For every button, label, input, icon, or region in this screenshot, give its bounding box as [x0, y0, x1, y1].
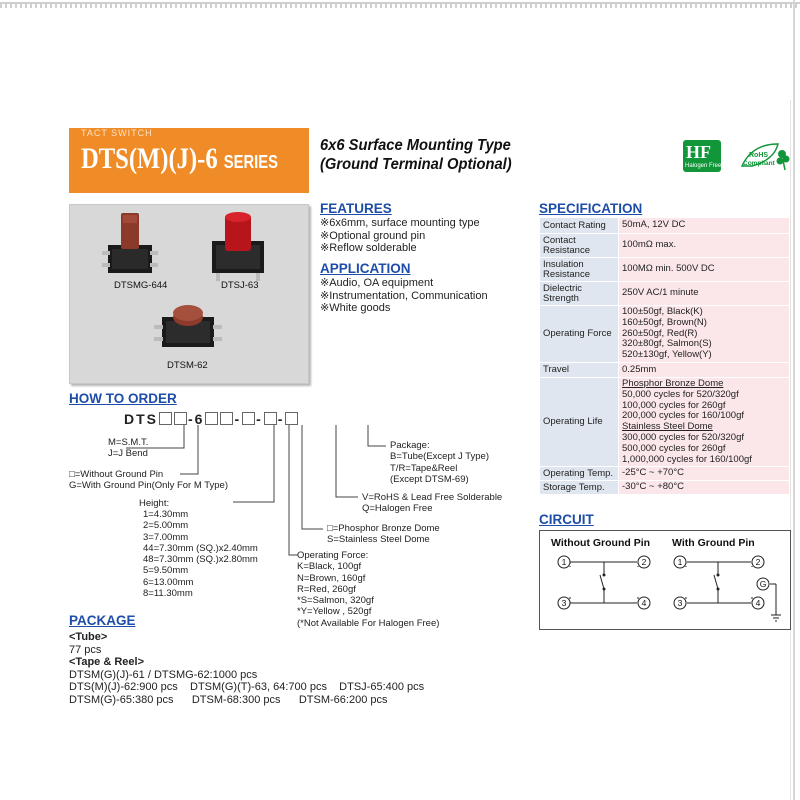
package-reel-line: DTS(M)(J)-62:900 pcs DTSM(G)(T)-63, 64:700 pcs DTSJ-65:400 pcs	[69, 681, 425, 693]
spec-label-line: Contact	[543, 234, 576, 246]
application-item: ※Audio, OA equipment	[320, 277, 434, 289]
circuit-pin-label: 3	[677, 598, 683, 608]
spec-value: 0.25mm	[619, 362, 790, 377]
order-package-options	[390, 440, 489, 485]
circuit-pin-label: 4	[755, 598, 761, 608]
circuit-pin-label: 1	[561, 557, 567, 567]
force-option: *Y=Yellow , 520gf	[297, 606, 372, 618]
force-option: (*Not Available For Halogen Free)	[297, 617, 440, 629]
order-height-title: Height:	[139, 498, 170, 509]
circuit-pin-label: 1	[677, 557, 683, 567]
rohs-text-2: Compliant	[743, 160, 775, 167]
life-group-title: Stainless Steel Dome	[622, 421, 713, 433]
package-reel-title: <Tape & Reel>	[69, 656, 144, 668]
life-line: 100,000 cycles for 260gf	[622, 399, 726, 411]
circuit-pin-label: 2	[641, 557, 647, 567]
specification-heading: SPECIFICATION	[539, 201, 643, 216]
circuit-heading: CIRCUIT	[539, 512, 594, 527]
package-reel-line: DTSM(G)(J)-61 / DTSMG-62:1000 pcs	[69, 668, 258, 681]
height-option: 6=13.00mm	[143, 576, 194, 588]
life-line: 50,000 cycles for 520/320gf	[622, 388, 739, 400]
features-item: ※6x6mm, surface mounting type	[320, 217, 480, 229]
spec-label: Operating Temp.	[540, 467, 619, 481]
order-rohs-options	[362, 492, 502, 515]
circuit-pin-label: 2	[755, 557, 761, 567]
force-option: K=Black, 100gf	[297, 561, 362, 573]
height-option: 5=9.50mm	[143, 565, 189, 577]
ground-option: □=Without Ground Pin	[69, 469, 164, 480]
spec-label: Operating Force	[540, 306, 619, 363]
photo-caption-dtsm-62: DTSM-62	[167, 360, 208, 371]
height-option: 8=11.30mm	[143, 588, 193, 600]
spec-value: -25°C ~ +70°C	[619, 467, 790, 481]
circuit-pin-label: 4	[641, 598, 647, 608]
spec-label-line: Dielectric	[543, 282, 583, 294]
spec-label: Operating Life	[540, 377, 619, 466]
features-item: ※Optional ground pin	[320, 229, 426, 242]
height-option: 3=7.00mm	[143, 531, 189, 543]
spec-label-line: Insulation	[543, 258, 584, 270]
order-dome-options	[327, 523, 440, 546]
order-code-prefix: DTS	[124, 411, 158, 427]
application-heading: APPLICATION	[320, 261, 411, 276]
application-item: ※Instrumentation, Communication	[320, 289, 488, 302]
order-height-options	[143, 509, 258, 599]
life-line: 1,000,000 cycles for 160/100gf	[622, 453, 752, 465]
photo-caption-dtsmg-644: DTSMG-644	[114, 280, 168, 291]
series-name: DTS(M)(J)-6	[81, 142, 218, 175]
application-item: ※White goods	[320, 302, 391, 314]
force-line: 260±50gf, Red(R)	[622, 327, 698, 339]
photo-caption-dtsj-63: DTSJ-63	[221, 280, 259, 291]
spec-value: 100mΩ max.	[619, 234, 790, 258]
subtitle-line-1: 6x6 Surface Mounting Type	[320, 137, 511, 154]
rohs-text-1: RoHS	[749, 152, 769, 159]
order-code-dash6: -6	[188, 411, 205, 427]
package-option: T/R=Tape&Reel	[390, 462, 458, 474]
rohs-option: Q=Halogen Free	[362, 503, 433, 515]
ground-option: G=With Ground Pin(Only For M Type)	[69, 480, 228, 492]
subtitle-line-2: (Ground Terminal Optional)	[320, 156, 512, 173]
force-line: 320±80gf, Salmon(S)	[622, 338, 712, 350]
order-code: DTS -6 - - -	[124, 411, 299, 427]
spec-value: -30°C ~ +80°C	[619, 481, 790, 495]
spec-label-line: Strength	[543, 292, 579, 304]
package-reel-line: DTSM(G)-65:380 pcs DTSM-68:300 pcs DTSM-66:200 pcs	[69, 693, 388, 706]
mount-option: M=S.M.T.	[108, 437, 149, 448]
spec-label-line: Resistance	[543, 244, 590, 256]
halogen-free-letters: HF	[686, 142, 711, 162]
series-small-label: TACT SWITCH	[81, 128, 153, 138]
force-option: N=Brown, 160gf	[297, 572, 366, 584]
series-suffix: SERIES	[223, 152, 278, 172]
height-option: 48=7.30mm (SQ.)x2.80mm	[143, 554, 258, 566]
spec-value: 250V AC/1 minute	[619, 282, 790, 306]
rohs-option: V=RoHS & Lead Free Solderable	[362, 492, 503, 503]
force-title: Operating Force:	[297, 550, 369, 561]
how-to-order-heading: HOW TO ORDER	[69, 391, 177, 406]
spec-label: Contact Rating	[540, 218, 619, 234]
circuit-ground-pin-label: G	[759, 579, 767, 589]
circuit-pin-label: 3	[561, 598, 567, 608]
force-option: R=Red, 260gf	[297, 583, 356, 595]
spec-value: 50mA, 12V DC	[619, 218, 790, 234]
package-title: Package:	[390, 440, 430, 451]
package-tube-title: <Tube>	[69, 631, 108, 643]
life-group-title: Phosphor Bronze Dome	[622, 377, 724, 389]
order-ground-options	[69, 469, 228, 492]
halogen-free-text: Halogen Free	[685, 163, 722, 169]
dome-option: □=Phosphor Bronze Dome	[327, 523, 440, 534]
life-line: 300,000 cycles for 520/320gf	[622, 431, 745, 443]
force-line: 160±50gf, Brown(N)	[622, 316, 707, 328]
spec-label-line: Resistance	[543, 268, 590, 280]
circuit-title-with-ground: With Ground Pin	[672, 537, 755, 549]
package-tube-qty: 77 pcs	[69, 643, 102, 656]
order-force-options	[297, 550, 439, 629]
package-option: B=Tube(Except J Type)	[390, 451, 490, 463]
life-line: 500,000 cycles for 260gf	[622, 442, 726, 454]
dome-option: S=Stainless Steel Dome	[327, 534, 430, 546]
spec-value: 100MΩ min. 500V DC	[619, 258, 790, 282]
life-line: 200,000 cycles for 160/100gf	[622, 410, 745, 422]
force-option: *S=Salmon, 320gf	[297, 595, 374, 607]
package-section	[69, 631, 424, 706]
features-item: ※Reflow solderable	[320, 242, 417, 254]
package-option: (Except DTSM-69)	[390, 473, 469, 485]
force-line: 520±130gf, Yellow(Y)	[622, 349, 712, 361]
spec-label: Storage Temp.	[540, 481, 619, 495]
circuit-title-without-ground: Without Ground Pin	[551, 537, 651, 549]
force-line: 100±50gf, Black(K)	[622, 306, 703, 317]
order-mount-options	[108, 437, 148, 460]
features-heading: FEATURES	[320, 201, 392, 216]
spec-label: Travel	[540, 362, 619, 377]
height-option: 1=4.30mm	[143, 509, 189, 520]
package-heading: PACKAGE	[69, 613, 136, 628]
mount-option: J=J Bend	[108, 448, 148, 460]
height-option: 2=5.00mm	[143, 520, 189, 532]
height-option: 44=7.30mm (SQ.)x2.40mm	[143, 542, 258, 554]
